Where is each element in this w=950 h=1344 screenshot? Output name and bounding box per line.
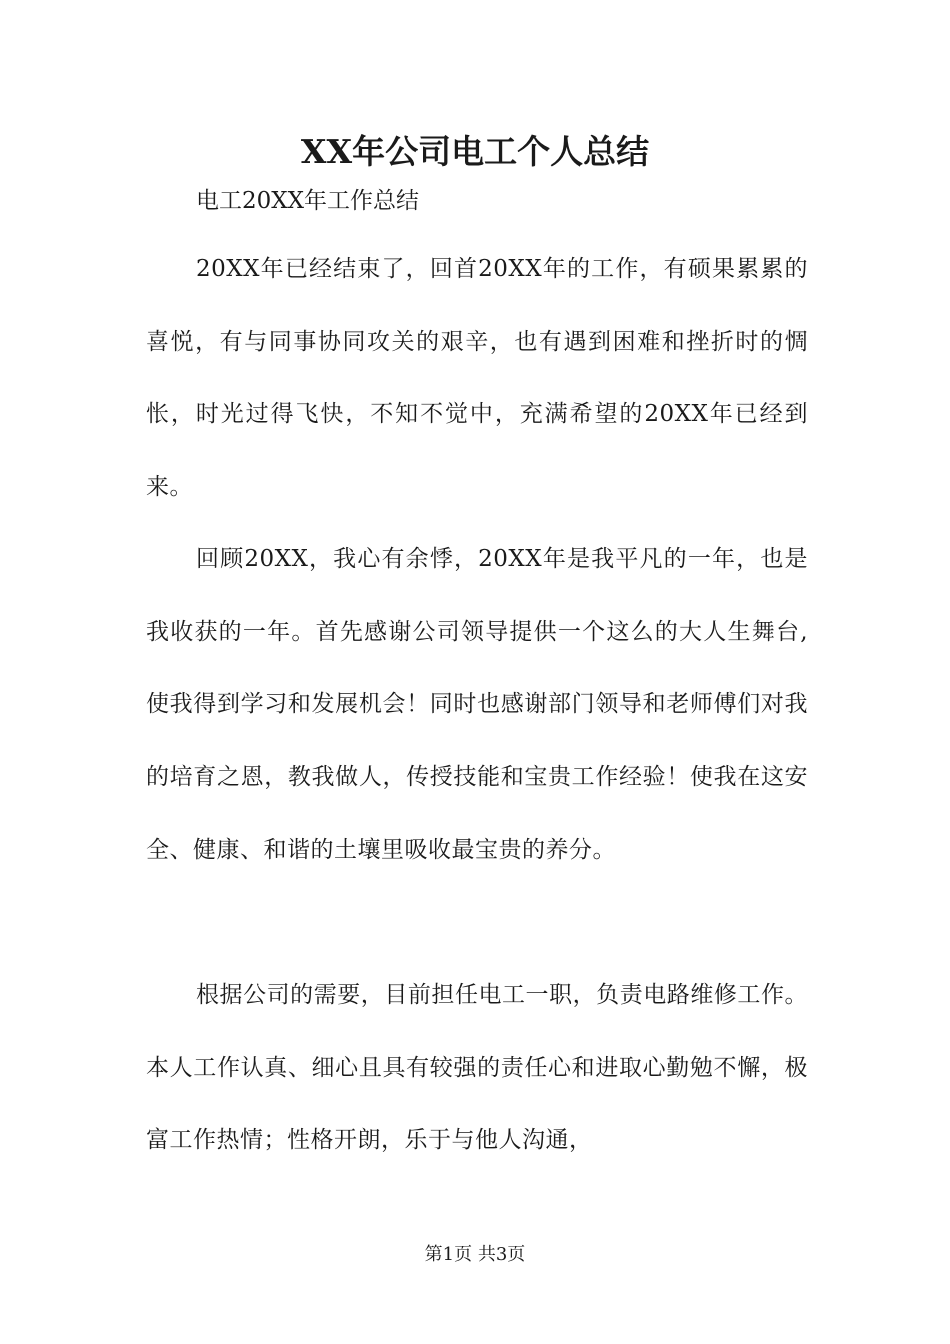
paragraph-1: 20XX年已经结束了，回首20XX年的工作，有硕果累累的喜悦，有与同事协同攻关的艰辛，也有遇到困难和挫折时的惆怅，时光过得飞快，不知不觉中，充满希望的20XX年已经到来。: [146, 256, 808, 501]
document-title: XX年公司电工个人总结: [300, 132, 650, 171]
document-subtitle: 电工20XX年工作总结: [196, 188, 420, 214]
page-footer: 第1页 共3页: [424, 1244, 526, 1265]
paragraph-3: 根据公司的需要，目前担任电工一职，负责电路维修工作。本人工作认真、细心且具有较强的责任心和进取心勤勉不懈，极富工作热情；性格开朗，乐于与他人沟通，: [146, 982, 808, 1154]
paragraph-2: 回顾20XX，我心有余悸，20XX年是我平凡的一年，也是我收获的一年。首先感谢公司领导提供一个这么的大人生舞台,使我得到学习和发展机会！同时也感谢部门领导和老师傅们对我的培育之恩，教我做人，传授技能和宝贵工作经验！使我在这安全、健康、和谐的土壤里吸收最宝贵的养分。: [146, 546, 808, 863]
